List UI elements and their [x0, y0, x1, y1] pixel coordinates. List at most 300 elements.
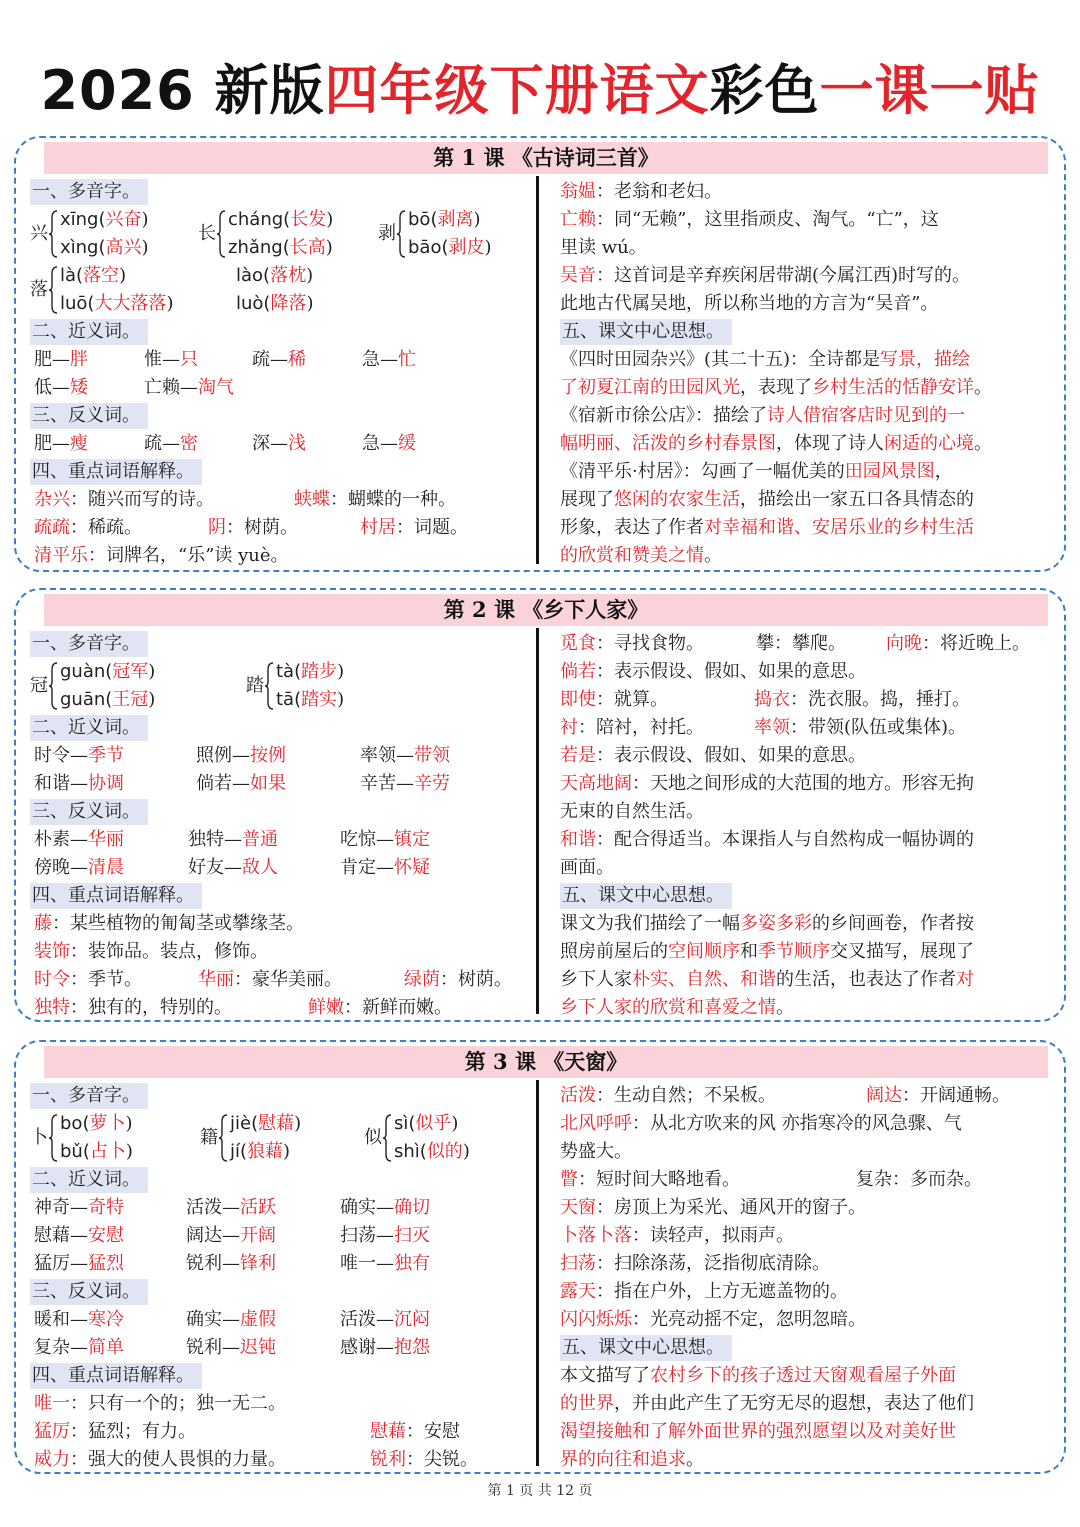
term: 慰藉: [370, 1421, 406, 1442]
lesson-3-card: [14, 1040, 1066, 1474]
term: 鲜嫩: [308, 997, 344, 1018]
definition-row: [560, 1110, 1060, 1138]
word-pair-row: [30, 1194, 530, 1222]
term: 倘若: [560, 661, 596, 682]
word-pair-row: [30, 1334, 530, 1362]
polyphone-char: 冠: [30, 675, 48, 696]
definition: ：配合得适当。本课指人与自然构成一幅协调的: [596, 829, 974, 850]
word: 率领—: [360, 745, 414, 766]
antonym: 抱怨: [394, 1337, 430, 1358]
theme-highlight: 田园风景图: [844, 461, 935, 482]
theme-highlight: 了初夏江南的田园风光: [560, 377, 740, 398]
theme-line: [560, 346, 1060, 374]
definition: ：攀爬。: [774, 633, 846, 654]
term: 天窗: [560, 1197, 596, 1218]
definition-row: [560, 1306, 1060, 1334]
word: 确实—: [340, 1197, 394, 1218]
polyphone-char: 似: [364, 1127, 382, 1148]
definition: ：生动自然；不呆板。: [596, 1085, 776, 1106]
lesson-1-title: 第 1 课 《古诗词三首》: [44, 142, 1048, 174]
definition: ：光亮动摇不定，忽明忽暗。: [632, 1309, 866, 1330]
word: 疏—: [252, 349, 288, 370]
pinyin: guàn(: [60, 661, 113, 682]
example-word: 高兴: [105, 237, 142, 258]
term: 阔达: [866, 1085, 902, 1106]
brace-icon: [48, 266, 58, 314]
term: 时令: [34, 969, 70, 990]
pinyin: zhǎng(: [228, 237, 290, 258]
synonym: 安慰: [88, 1225, 124, 1246]
pinyin: là(: [60, 265, 84, 286]
pinyin: xìng(: [60, 237, 106, 258]
definition-row: [560, 1222, 1060, 1250]
antonym: 密: [180, 433, 198, 454]
word: 深—: [252, 433, 288, 454]
pinyin: luò(: [236, 293, 271, 314]
theme-text: 。: [974, 377, 992, 398]
theme-highlight: 诗人借宿客店时见到的一: [767, 405, 965, 426]
theme-line: [560, 486, 1060, 514]
term: 独特: [34, 997, 70, 1018]
antonym: 敌人: [242, 857, 278, 878]
definition: ：季节。: [70, 969, 142, 990]
term: 绿荫: [404, 969, 440, 990]
example-word: 剥皮: [448, 237, 485, 258]
synonym: 季节: [88, 745, 124, 766]
definition: ：陪衬，衬托。: [578, 717, 704, 738]
synonym: 矮: [70, 377, 88, 398]
definition: ：蝴蝶的一种。: [330, 489, 456, 510]
section-header: 五、课文中心思想。: [560, 319, 732, 345]
theme-text: 的乡间画卷，作者按: [812, 913, 974, 934]
lesson-3-right-column: [560, 1082, 1060, 1474]
lesson-2-left-column: [30, 630, 530, 1022]
pinyin: tà(: [276, 661, 302, 682]
antonym: 普通: [242, 829, 278, 850]
theme-text: 乡下人家: [560, 969, 632, 990]
term: 装饰: [34, 941, 70, 962]
term: 和谐: [560, 829, 596, 850]
theme-line: [560, 1390, 1060, 1418]
word: 确实—: [186, 1309, 240, 1330]
definition-row: [30, 1390, 530, 1418]
theme-line: [560, 430, 1060, 458]
definition: ：豪华美丽。: [234, 969, 342, 990]
example-word: 似乎: [415, 1113, 452, 1134]
theme-highlight: 乡村生活的恬静安详: [812, 377, 974, 398]
definition-row: [560, 742, 1060, 770]
example-word: 踏步: [301, 661, 338, 682]
theme-text: ，体现了诗人: [776, 433, 884, 454]
lesson-3-title: 第 3 课 《天窗》: [44, 1046, 1048, 1078]
synonym: 确切: [394, 1197, 430, 1218]
pinyin: bo(: [60, 1113, 90, 1134]
example-word: 似的: [426, 1141, 463, 1162]
term: 猛厉: [34, 1421, 70, 1442]
antonym: 华丽: [88, 829, 124, 850]
definition-row: [30, 486, 530, 514]
polyphone-char: 剥: [378, 223, 396, 244]
definition-row: [560, 826, 1060, 854]
definition: ：读轻声，拟雨声。: [632, 1225, 794, 1246]
word-pair-row: [30, 430, 530, 458]
term: 即使: [560, 689, 596, 710]
lesson-1-right-column: [560, 178, 1060, 570]
pinyin: bāo(: [408, 237, 449, 258]
term: 瞥: [560, 1169, 578, 1190]
synonym: 只: [180, 349, 198, 370]
definition-row: [30, 994, 530, 1022]
example-word: 降落: [270, 293, 307, 314]
term: 威力: [34, 1449, 70, 1470]
term: 吴音: [560, 265, 596, 286]
theme-highlight: 农村乡下的孩子透过天窗观看屋子外面: [650, 1365, 956, 1386]
term: 唯一: [34, 1393, 70, 1414]
word-pair-row: [30, 346, 530, 374]
antonym: 简单: [88, 1337, 124, 1358]
lesson-1-left-column: [30, 178, 530, 570]
section-header: 四、重点词语解释。: [30, 459, 202, 485]
definition: ：树荫。: [440, 969, 512, 990]
antonym: 缓: [398, 433, 416, 454]
word: 肥—: [34, 349, 70, 370]
term: 天高地阔: [560, 773, 632, 794]
definition-row: [560, 1250, 1060, 1278]
theme-line: [560, 938, 1060, 966]
antonym: 沉闷: [394, 1309, 430, 1330]
theme-line: [560, 1362, 1060, 1390]
definition-row: [30, 542, 530, 570]
word-pair-row: [30, 742, 530, 770]
term: 扫荡: [560, 1253, 596, 1274]
lesson-1-card: [14, 136, 1066, 572]
synonym: 扫灭: [394, 1225, 430, 1246]
definition: ：树荫。: [226, 517, 298, 538]
brace-icon: [216, 210, 226, 258]
word: 低—: [34, 377, 70, 398]
term: 亡赖: [560, 209, 596, 230]
pinyin: jiè(: [230, 1113, 259, 1134]
polyphone-char: 长: [198, 223, 216, 244]
term: 翁媪: [560, 181, 596, 202]
word: 肥—: [34, 433, 70, 454]
definition-row: [560, 854, 1060, 882]
definition: ：带领(队伍或集体)。: [790, 717, 967, 738]
section-header: 四、重点词语解释。: [30, 883, 202, 909]
definition: ：词题。: [396, 517, 468, 538]
polyphone-char: 卜: [30, 1127, 48, 1148]
term: 攀: [756, 633, 774, 654]
definition: ：指在户外，上方无遮盖物的。: [596, 1281, 848, 1302]
term: 村居: [360, 517, 396, 538]
definition-row: [560, 234, 1060, 262]
term: 疏疏: [34, 517, 70, 538]
definition: 无束的自然生活。: [560, 801, 704, 822]
antonym: 虚假: [240, 1309, 276, 1330]
word: 猛厉—: [34, 1253, 88, 1274]
theme-highlight: 闲适的心境: [884, 433, 974, 454]
example-word: 萝卜: [89, 1113, 126, 1134]
word: 朴素—: [34, 829, 88, 850]
definition: ：同“无赖”，这里指顽皮、淘气。“亡”，这: [596, 209, 939, 230]
term: 觅食: [560, 633, 596, 654]
term: 藤: [34, 913, 52, 934]
synonym: 猛烈: [88, 1253, 124, 1274]
synonym: 辛劳: [414, 773, 450, 794]
section-header: 二、近义词。: [30, 1167, 148, 1193]
antonym: 浅: [288, 433, 306, 454]
definition: 此地古代属吴地，所以称当地的方言为“吴音”。: [560, 293, 939, 314]
word: 感谢—: [340, 1337, 394, 1358]
word-pair-row: [30, 826, 530, 854]
word: 时令—: [34, 745, 88, 766]
definition: ：装饰品。装点，修饰。: [70, 941, 268, 962]
synonym: 按例: [250, 745, 286, 766]
word: 活泼—: [186, 1197, 240, 1218]
theme-highlight: 悠闲的农家生活: [614, 489, 740, 510]
term: 闪闪烁烁: [560, 1309, 632, 1330]
antonym: 瘦: [70, 433, 88, 454]
lesson-3-left-column: [30, 1082, 530, 1474]
definition-row: [560, 798, 1060, 826]
synonym: 如果: [250, 773, 286, 794]
word-pair-row: [30, 374, 530, 402]
example-word: 踏实: [301, 689, 338, 710]
definition: ：随兴而写的诗。: [70, 489, 214, 510]
theme-text: 课文为我们描绘了一幅: [560, 913, 740, 934]
section-header: 一、多音字。: [30, 1083, 148, 1109]
theme-text: 。: [974, 433, 992, 454]
definition: ：洗衣服。捣，捶打。: [790, 689, 970, 710]
polyphone-row: 落 là(落空) luō(大大落落) lào(落枕) luò(降落): [30, 265, 314, 314]
word: 急—: [362, 349, 398, 370]
brace-icon: [218, 1114, 228, 1162]
word: 活泼—: [340, 1309, 394, 1330]
word: 惟—: [144, 349, 180, 370]
lesson-2-card: [14, 588, 1066, 1022]
theme-highlight: 界的向往和追求: [560, 1449, 686, 1470]
theme-text: 的生活，也表达了作者: [776, 969, 956, 990]
term: 清平乐: [34, 545, 88, 566]
antonym: 镇定: [394, 829, 430, 850]
word: 吃惊—: [340, 829, 394, 850]
theme-highlight: 写景，描绘: [880, 349, 971, 370]
pinyin: guān(: [60, 689, 113, 710]
term: 复杂: [856, 1169, 892, 1190]
pinyin: cháng(: [228, 209, 291, 230]
word: 暖和—: [34, 1309, 88, 1330]
example-word: 兴奋: [105, 209, 142, 230]
term: 华丽: [198, 969, 234, 990]
example-word: 大大落落: [94, 293, 167, 314]
synonym: 活跃: [240, 1197, 276, 1218]
word-pair-row: [30, 1222, 530, 1250]
polyphone-char: 落: [30, 279, 48, 300]
theme-highlight: 的世界: [560, 1393, 614, 1414]
word-pair-row: [30, 1250, 530, 1278]
term: 活泼: [560, 1085, 596, 1106]
theme-highlight: 渴望接触和了解外面世界的强烈愿望以及对美好世: [560, 1421, 956, 1442]
definition-row: [560, 1082, 1060, 1110]
word: 急—: [362, 433, 398, 454]
theme-line: [560, 402, 1060, 430]
example-word: 剥离: [437, 209, 474, 230]
theme-highlight: 空间顺序: [668, 941, 740, 962]
definition: ：只有一个的；独一无二。: [70, 1393, 286, 1414]
example-word: 狼藉: [247, 1141, 284, 1162]
definition: ：独有的，特别的。: [70, 997, 232, 1018]
term: 若是: [560, 745, 596, 766]
theme-text: ，并由此产生了无穷无尽的遐想，表达了他们: [614, 1393, 974, 1414]
term: 北风呼呼: [560, 1113, 632, 1134]
definition-row: [30, 910, 530, 938]
theme-text: ，描绘出一家五口各具情态的: [740, 489, 974, 510]
example-word: 占卜: [89, 1141, 126, 1162]
theme-line: [560, 514, 1060, 542]
pinyin: xīng(: [60, 209, 106, 230]
word: 锐利—: [186, 1253, 240, 1274]
synonym: 奇特: [88, 1197, 124, 1218]
theme-text: 。: [704, 545, 722, 566]
theme-text: 本文描写了: [560, 1365, 650, 1386]
term: 率领: [754, 717, 790, 738]
lesson-2-title: 第 2 课 《乡下人家》: [44, 594, 1048, 626]
pinyin: bǔ(: [60, 1141, 90, 1162]
synonym: 忙: [398, 349, 416, 370]
definition: ：短时间大略地看。: [578, 1169, 740, 1190]
definition-row: [560, 1194, 1060, 1222]
definition-row: [560, 178, 1060, 206]
term: 蛱蝶: [294, 489, 330, 510]
definition: ：开阔通畅。: [902, 1085, 1010, 1106]
section-header: 三、反义词。: [30, 403, 148, 429]
word: 疏—: [144, 433, 180, 454]
definition-row: [560, 630, 1060, 658]
example-word: 长高: [289, 237, 326, 258]
word: 好友—: [188, 857, 242, 878]
example-word: 长发: [290, 209, 327, 230]
definition-row: [560, 290, 1060, 318]
word: 倘若—: [196, 773, 250, 794]
definition-row: [560, 1138, 1060, 1166]
theme-text: 照房前屋后的: [560, 941, 668, 962]
example-word: 慰藉: [258, 1113, 295, 1134]
word: 和谐—: [34, 773, 88, 794]
example-word: 冠军: [112, 661, 149, 682]
pinyin: shì(: [394, 1141, 427, 1162]
definition: 势盛大。: [560, 1141, 632, 1162]
term: 锐利: [370, 1449, 406, 1470]
definition-row: [560, 206, 1060, 234]
lesson-2-right-column: [560, 630, 1060, 1022]
pinyin: luō(: [60, 293, 95, 314]
definition-row: [30, 938, 530, 966]
theme-text: 。: [776, 997, 794, 1018]
theme-text: 和: [740, 941, 758, 962]
word: 锐利—: [186, 1337, 240, 1358]
brace-icon: [48, 1114, 58, 1162]
example-word: 落枕: [270, 265, 307, 286]
theme-highlight: 对幸福和谐、安居乐业的乡村生活: [704, 517, 974, 538]
theme-line: [560, 542, 1060, 570]
theme-highlight: 多姿多彩: [740, 913, 812, 934]
title-series: 一课一贴: [819, 59, 1040, 122]
definition: ：强大的使人畏惧的力量。: [70, 1449, 286, 1470]
definition-row: [560, 770, 1060, 798]
definition-row: [560, 262, 1060, 290]
title-year: 2026 新版: [40, 59, 325, 122]
polyphone-char: 籍: [200, 1127, 218, 1148]
brace-icon: [382, 1114, 392, 1162]
definition-row: [30, 514, 530, 542]
title-grade: 四年级下册语文: [324, 59, 710, 122]
theme-highlight: 的欣赏和赞美之情: [560, 545, 704, 566]
theme-text: 《清平乐·村居》：勾画了一幅优美的: [560, 461, 845, 482]
section-header: 一、多音字。: [30, 179, 148, 205]
theme-highlight: 朴实、自然、和谐: [632, 969, 776, 990]
definition: ：新鲜而嫩。: [344, 997, 452, 1018]
title-color: 彩色: [709, 59, 820, 122]
definition: ：天地之间形成的大范围的地方。形容无拘: [632, 773, 974, 794]
synonym: 开阔: [240, 1225, 276, 1246]
definition: ：将近晚上。: [922, 633, 1030, 654]
brace-icon: [264, 662, 274, 710]
definition: ：扫除涤荡，泛指彻底清除。: [596, 1253, 830, 1274]
theme-text: 交叉描写，展现了: [830, 941, 974, 962]
term: 向晚: [886, 633, 922, 654]
definition: ：多而杂。: [892, 1169, 982, 1190]
page-footer: 第 1 页 共 12 页: [487, 1483, 593, 1499]
definition-row: [560, 686, 1060, 714]
definition: ：就算。: [596, 689, 668, 710]
word: 慰藉—: [34, 1225, 88, 1246]
definition-row: [560, 1166, 1060, 1194]
definition: ：词牌名，“乐”读 yuè。: [88, 545, 289, 566]
definition: ：房顶上为采光、通风开的窗子。: [596, 1197, 866, 1218]
synonym: 锋利: [240, 1253, 276, 1274]
polyphone-row: 冠 guàn(冠军) guān(王冠) 踏 tà(踏步) tā(踏实): [30, 661, 345, 710]
definition-row: [560, 658, 1060, 686]
polyphone-char: 踏: [246, 675, 264, 696]
example-word: 王冠: [112, 689, 149, 710]
word: 照例—: [196, 745, 250, 766]
column-divider: [536, 176, 539, 564]
word-pair-row: [30, 770, 530, 798]
polyphone-row: 卜 bo(萝卜) bǔ(占卜) 籍 jiè(慰藉) jí(狼藉) 似 sì(似乎) shì(似的): [30, 1113, 470, 1162]
word: 唯一—: [340, 1253, 394, 1274]
section-header: 二、近义词。: [30, 715, 148, 741]
definition: ：猛烈；有力。: [70, 1421, 196, 1442]
section-header: 二、近义词。: [30, 319, 148, 345]
section-header: 一、多音字。: [30, 631, 148, 657]
theme-line: [560, 374, 1060, 402]
brace-icon: [48, 210, 58, 258]
polyphone-char: 兴: [30, 223, 48, 244]
definition: ：这首词是辛弃疾闲居带湖(今属江西)时写的。: [596, 265, 971, 286]
antonym: 迟钝: [240, 1337, 276, 1358]
synonym: 协调: [88, 773, 124, 794]
theme-text: 《四时田园杂兴》(其二十五)：全诗都是: [560, 349, 881, 370]
example-word: 落空: [83, 265, 120, 286]
pinyin: lào(: [236, 265, 271, 286]
section-header: 三、反义词。: [30, 799, 148, 825]
word-pair-row: [30, 1306, 530, 1334]
pinyin: bō(: [408, 209, 438, 230]
term: 衬: [560, 717, 578, 738]
theme-text: ，: [934, 461, 953, 482]
word: 阔达—: [186, 1225, 240, 1246]
word: 扫荡—: [340, 1225, 394, 1246]
